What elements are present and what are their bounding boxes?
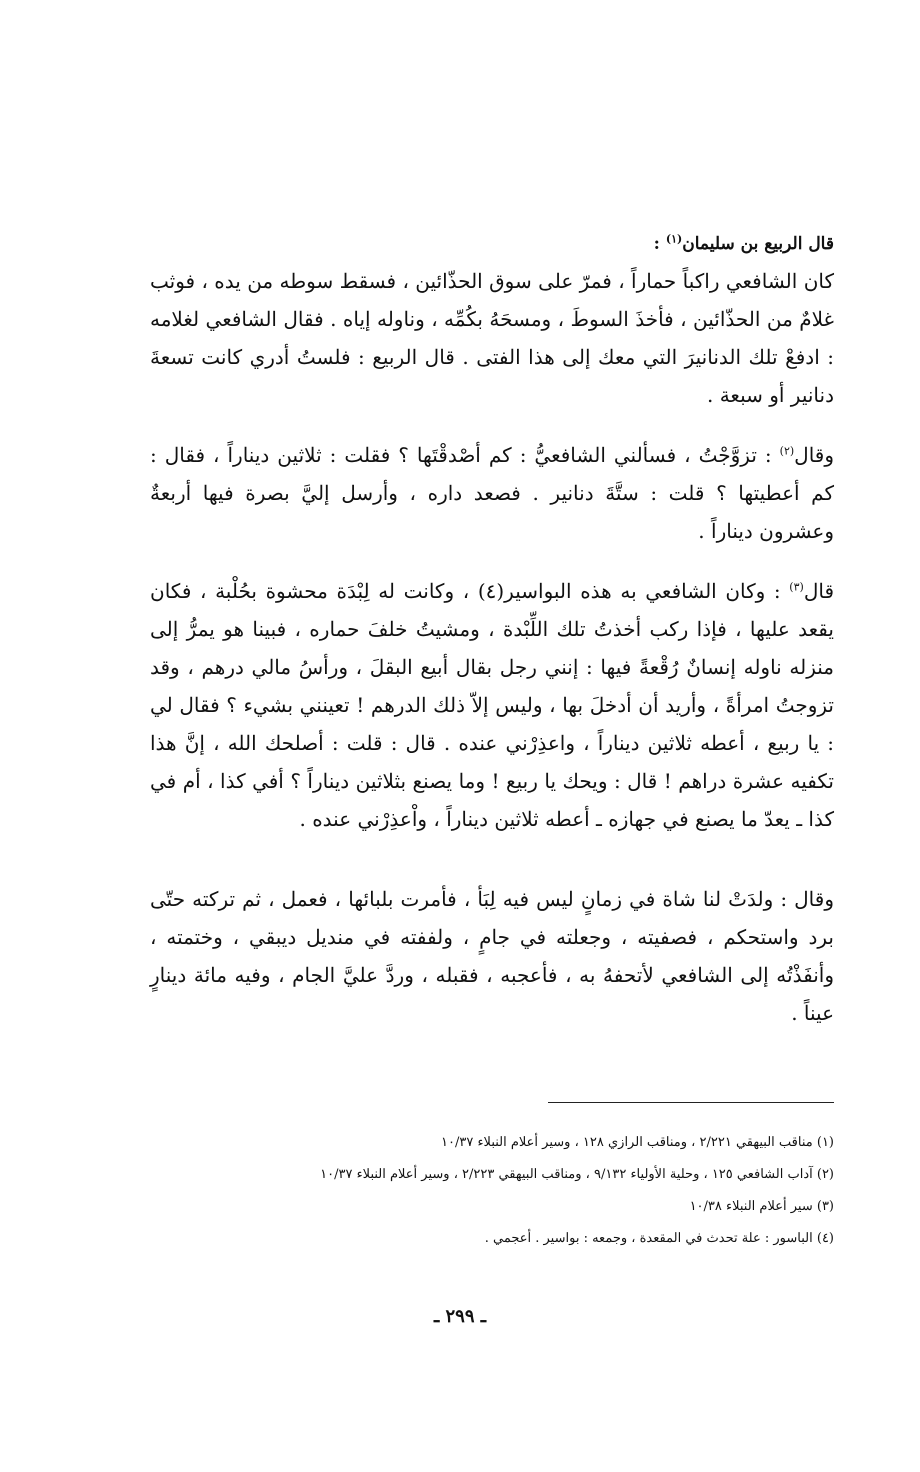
paragraph-2 [150, 436, 834, 550]
heading-footnote-ref[interactable]: (١) [665, 232, 683, 246]
paragraph-text: وقال : ولدَتْ لنا شاة في زمانٍ ليس فيه لِبَأ ، فأمرت بلبائها ، فعمل ، ثم تركته حتّى برد واستحكم ، فصفيته ، وجعلته في جامٍ ، ولففته في منديل ديبقي ، وختمته ، وأنفَذْتُه إلى الشافعي لأتحفهُ به ، فأعجبه ، فقبله ، وردَّ عليَّ الجام ، وفيه مائة دينارٍ عيناً . [150, 887, 834, 1025]
footnote-4: (٤) الباسور : علة تحدث في المقعدة ، وجمعه : بواسير . أعجمي . [484, 1231, 834, 1246]
heading-text: قال الربيع بن سليمان [682, 234, 834, 254]
paragraph-text: : وكان الشافعي به هذه البواسير(٤) ، وكانت له لِبْدَة محشوة بحُلْبة ، فكان يقعد عليها ، فإذا ركب أخذتُ تلك اللِّبْدة ، ومشيتُ خلفَ حماره ، فبينا هو يمرُّ إلى منزله ناوله إنسانٌ رُقْعةً فيها : إنني رجل بقال أبيع البقلَ ، ورأسُ مالي درهم ، وقد تزوجتُ امرأةً ، وأريد أن أدخلَ بها ، وليس إلاّ ذلك الدرهم ! تعينني بشيء ؟ فقال لي : يا ربيع ، أعطه ثلاثين ديناراً ، واعذِرْني عنده . قال : قلت : أصلحك الله ، إنَّ هذا تكفيه عشرة دراهم ! قال : ويحك يا ربيع ! وما يصنع بثلاثين ديناراً ؟ أفي كذا ، أم في كذا ـ يعدّ ما يصنع في جهازه ـ أعطه ثلاثين ديناراً ، واْعذِرْني عنده . [150, 579, 834, 831]
paragraph-3 [150, 572, 834, 838]
footnote-2: (٢) آداب الشافعي ١٢٥ ، وحلية الأولياء ٩/١٣٢ ، ومناقب البيهقي ٢/٢٢٣ ، وسير أعلام النبلاء ١٠/٣٧ [320, 1167, 834, 1182]
paragraph-text: : تزوَّجْتُ ، فسألني الشافعيُّ : كم أصْدقْتَها ؟ فقلت : ثلاثين ديناراً ، فقال : كم أعطيتها ؟ قلت : ستَّةَ دنانير . فصعد داره ، وأرسل إليَّ بصرة فيها أربعةٌ وعشرون ديناراً . [150, 443, 834, 543]
footnote-ref[interactable]: (٣) [789, 580, 804, 594]
paragraph-lead: وقال [794, 443, 834, 467]
footnote-1: (١) مناقب البيهقي ٢/٢٢١ ، ومناقب الرازي ١٢٨ ، وسير أعلام النبلاء ١٠/٣٧ [441, 1135, 834, 1150]
section-heading [150, 230, 834, 258]
footnote-3: (٣) سير أعلام النبلاء ١٠/٣٨ [689, 1199, 834, 1214]
paragraph-1 [150, 262, 834, 414]
paragraph-4 [150, 880, 834, 1032]
heading-colon: : [653, 234, 666, 254]
paragraph-lead: قال [803, 579, 834, 603]
footnote-ref[interactable]: (٢) [779, 444, 795, 458]
footnote-separator [548, 1102, 834, 1103]
footnotes [150, 1130, 834, 1258]
page-number: ـ ٢٩٩ ـ [433, 1306, 487, 1327]
paragraph-text: كان الشافعي راكباً حماراً ، فمرّ على سوق الحذّائين ، فسقط سوطه من يده ، فوثب غلامٌ من الحذّائين ، فأخذَ السوطَ ، ومسحَهُ بكُمِّه ، وناوله إياه . فقال الشافعي لغلامه : ادفعْ تلك الدنانيرَ التي معك إلى هذا الفتى . قال الربيع : فلستُ أدري كانت تسعةَ دنانير أو سبعة . [150, 269, 834, 407]
